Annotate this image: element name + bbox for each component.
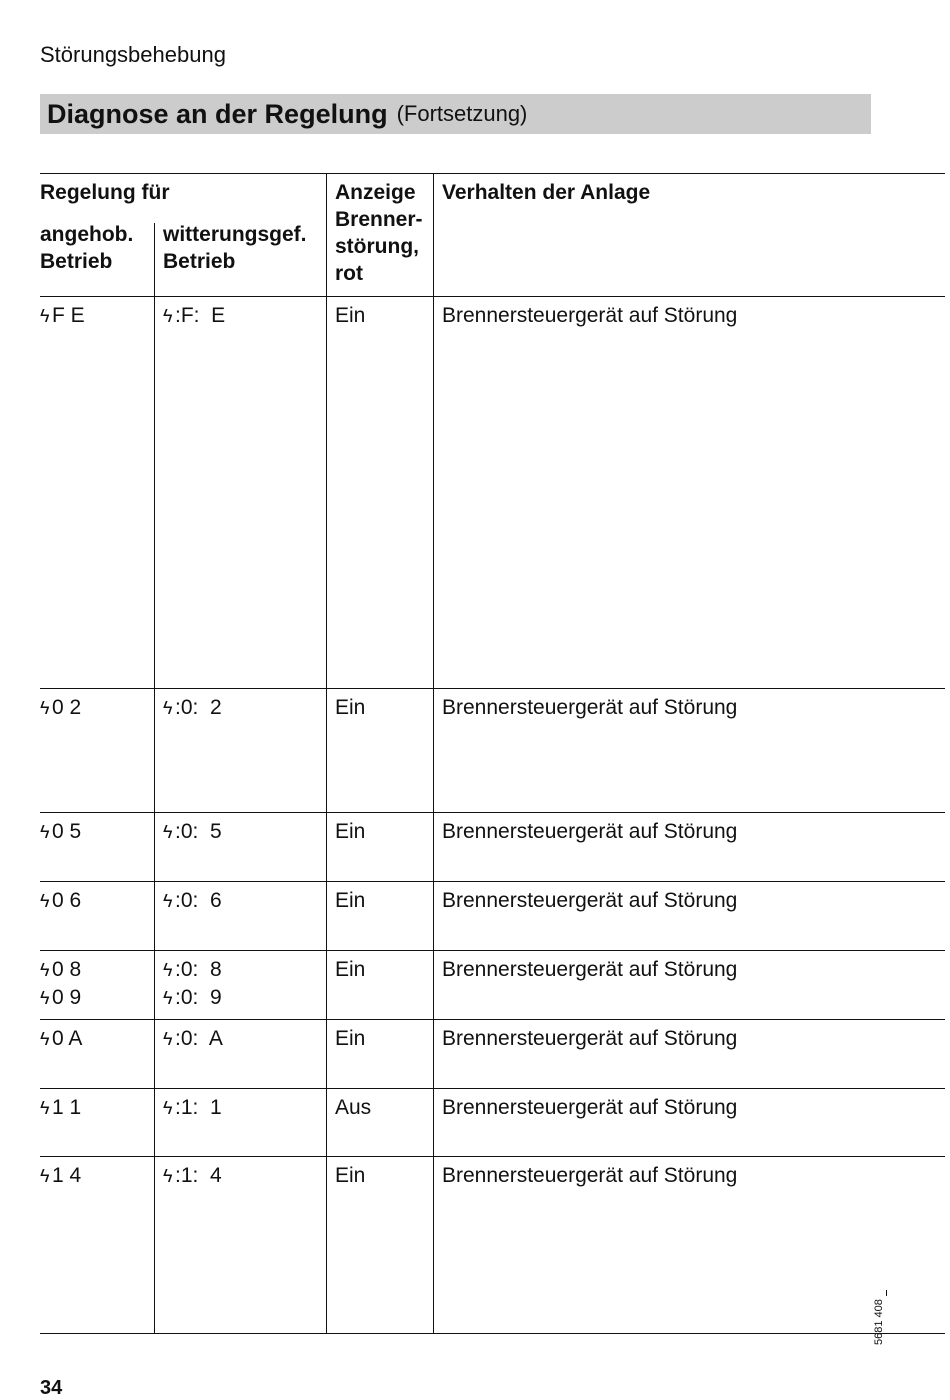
cell-anzeige: Ein: [335, 889, 366, 912]
fault-code: ϟ 0 2: [40, 694, 81, 722]
fault-code: ϟ 1 4: [40, 1162, 81, 1190]
cell-witterungsgef-code: [163, 1094, 222, 1122]
cell-anzeige: Ein: [335, 304, 366, 327]
fault-code: ϟ :F: E: [163, 302, 225, 330]
cell-witterungsgef-code: [163, 818, 222, 846]
page-title-suffix: (Fortsetzung): [396, 101, 528, 126]
fault-code: ϟ :1: 4: [163, 1162, 222, 1190]
section-label: Störungsbehebung: [40, 42, 226, 67]
page-number: 34: [40, 1377, 63, 1399]
fault-code: ϟ F E: [40, 302, 85, 330]
cell-anzeige: Ein: [335, 696, 366, 719]
cell-verhalten: Brennersteuergerät auf Störung: [442, 696, 738, 719]
column-divider: [433, 173, 434, 1333]
header-witterungsgef-betrieb: witterungsgef. Betrieb: [163, 223, 307, 273]
row-divider: [40, 881, 945, 882]
cell-witterungsgef-code: [163, 694, 222, 722]
cell-angehob-code: [40, 887, 81, 915]
column-divider: [326, 173, 327, 1333]
cell-verhalten: Brennersteuergerät auf Störung: [442, 958, 738, 981]
doc-number-tick: [886, 1290, 887, 1296]
cell-angehob-code: [40, 956, 81, 1012]
page-title: Diagnose an der Regelung: [47, 98, 388, 129]
cell-angehob-code: [40, 818, 81, 846]
fault-code: ϟ :0: 8: [163, 956, 222, 984]
fault-code: ϟ :1: 1: [163, 1094, 222, 1122]
cell-angehob-code: [40, 302, 85, 330]
header-regelung-fuer: Regelung für: [40, 181, 170, 204]
cell-anzeige: Ein: [335, 1027, 366, 1050]
table-bottom-rule: [40, 1333, 945, 1334]
fault-code: ϟ 1 1: [40, 1094, 81, 1122]
fault-code: ϟ :0: 9: [163, 984, 222, 1012]
row-divider: [40, 812, 945, 813]
cell-anzeige: Aus: [335, 1096, 372, 1119]
cell-verhalten: Brennersteuergerät auf Störung: [442, 304, 738, 327]
header-verhalten-der-anlage: Verhalten der Anlage: [442, 181, 651, 204]
fault-code: ϟ 0 5: [40, 818, 81, 846]
cell-angehob-code: [40, 1162, 81, 1190]
cell-verhalten: Brennersteuergerät auf Störung: [442, 1027, 738, 1050]
cell-angehob-code: [40, 1025, 82, 1053]
cell-witterungsgef-code: [163, 302, 225, 330]
cell-verhalten: Brennersteuergerät auf Störung: [442, 1164, 738, 1187]
row-divider: [40, 1019, 945, 1020]
column-divider: [154, 223, 155, 1333]
fault-code: ϟ 0 8: [40, 956, 81, 984]
cell-verhalten: Brennersteuergerät auf Störung: [442, 1096, 738, 1119]
header-anzeige-brennerstoerung: Anzeige Brenner- störung, rot: [335, 181, 423, 285]
table-top-rule: [40, 173, 945, 174]
cell-anzeige: Ein: [335, 820, 366, 843]
cell-angehob-code: [40, 1094, 81, 1122]
fault-code: ϟ :0: A: [163, 1025, 223, 1053]
fault-code: ϟ :0: 2: [163, 694, 222, 722]
fault-code: ϟ :0: 6: [163, 887, 222, 915]
cell-witterungsgef-code: [163, 1162, 222, 1190]
cell-witterungsgef-code: [163, 1025, 223, 1053]
title-bar: [40, 94, 871, 134]
doc-number: 5681 408: [873, 1299, 885, 1345]
fault-code: ϟ 0 9: [40, 984, 81, 1012]
row-divider: [40, 688, 945, 689]
row-divider: [40, 296, 945, 297]
row-divider: [40, 1088, 945, 1089]
cell-anzeige: Ein: [335, 1164, 366, 1187]
row-divider: [40, 1156, 945, 1157]
cell-verhalten: Brennersteuergerät auf Störung: [442, 889, 738, 912]
cell-anzeige: Ein: [335, 958, 366, 981]
cell-witterungsgef-code: [163, 956, 222, 1012]
fault-code: ϟ 0 A: [40, 1025, 82, 1053]
fault-code: ϟ 0 6: [40, 887, 81, 915]
cell-angehob-code: [40, 694, 81, 722]
cell-verhalten: Brennersteuergerät auf Störung: [442, 820, 738, 843]
cell-witterungsgef-code: [163, 887, 222, 915]
fault-code: ϟ :0: 5: [163, 818, 222, 846]
header-angehob-betrieb: angehob. Betrieb: [40, 223, 134, 273]
row-divider: [40, 950, 945, 951]
